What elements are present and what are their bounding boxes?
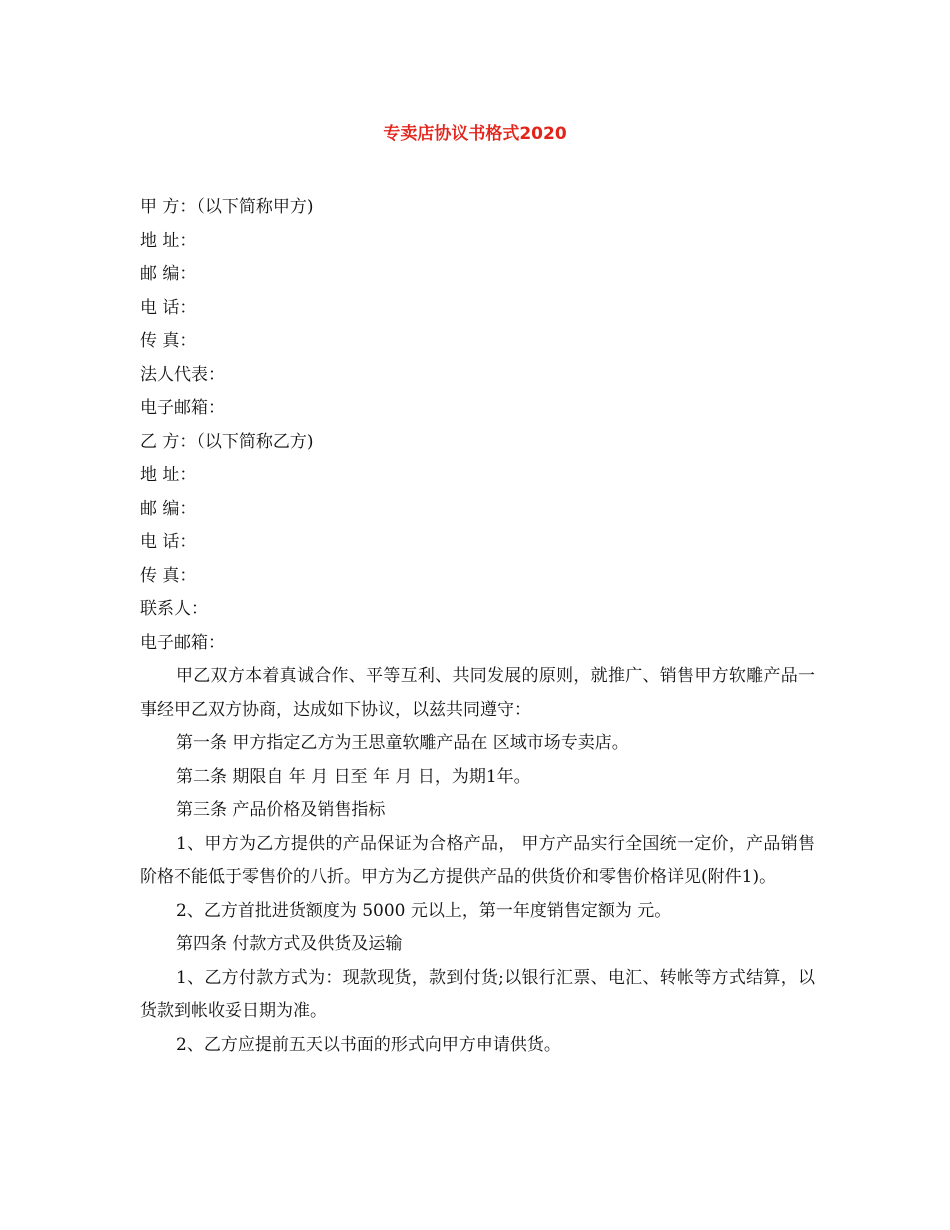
- party-b-phone: 电 话：: [140, 532, 197, 552]
- paragraph-article-1: 第一条 甲方指定乙方为王思童软雕产品在 区域市场专卖店。: [176, 733, 629, 753]
- party-b-postcode: 邮 编：: [140, 498, 197, 519]
- paragraph-article-3-item-1: 1、甲方为乙方提供的产品保证为合格产品， 甲方产品实行全国统一定价，产品销售阶格不能低于零售价的八折。甲方为乙方提供产品的供货价和零售价格详见(附件1)。: [140, 833, 815, 887]
- party-b-address: 地 址：: [140, 465, 197, 485]
- paragraph-article-3-item-2: 2、乙方首批进货额度为 5000 元以上，第一年度销售定额为 元。: [176, 900, 672, 921]
- paragraph-article-4-heading: 第四条 付款方式及供货及运输: [176, 934, 403, 954]
- party-a-legal-rep: 法人代表：: [140, 364, 225, 385]
- document-body: [140, 191, 815, 1062]
- party-a-postcode: 邮 编：: [140, 264, 197, 284]
- party-a-email: 电子邮箱：: [140, 398, 225, 418]
- party-b-label: 乙 方：（以下简称乙方): [140, 431, 314, 452]
- document-title: 专卖店协议书格式2020: [383, 124, 567, 144]
- paragraph-article-4-item-2: 2、乙方应提前五天以书面的形式向甲方申请供货。: [176, 1034, 561, 1055]
- paragraph-article-3-heading: 第三条 产品价格及销售指标: [176, 800, 386, 820]
- paragraph-preamble: 甲乙双方本着真诚合作、平等互利、共同发展的原则，就推广、销售甲方软雕产品一事经甲乙双方协商，达成如下协议，以兹共同遵守：: [140, 666, 815, 720]
- party-b-email: 电子邮箱：: [140, 632, 225, 653]
- party-b-fax: 传 真：: [140, 565, 197, 586]
- paragraph-article-4-item-1: 1、乙方付款方式为：现款现货，款到付货;以银行汇票、电汇、转帐等方式结算，以货款到帐收妥日期为准。: [140, 967, 815, 1021]
- party-a-label: 甲 方：（以下简称甲方): [140, 197, 314, 217]
- party-a-phone: 电 话：: [140, 297, 197, 318]
- party-a-address: 地 址：: [140, 230, 197, 251]
- paragraph-article-2: 第二条 期限自 年 月 日至 年 月 日，为期1年。: [176, 766, 531, 787]
- party-b-contact: 联系人：: [140, 599, 208, 619]
- party-a-fax: 传 真：: [140, 331, 197, 351]
